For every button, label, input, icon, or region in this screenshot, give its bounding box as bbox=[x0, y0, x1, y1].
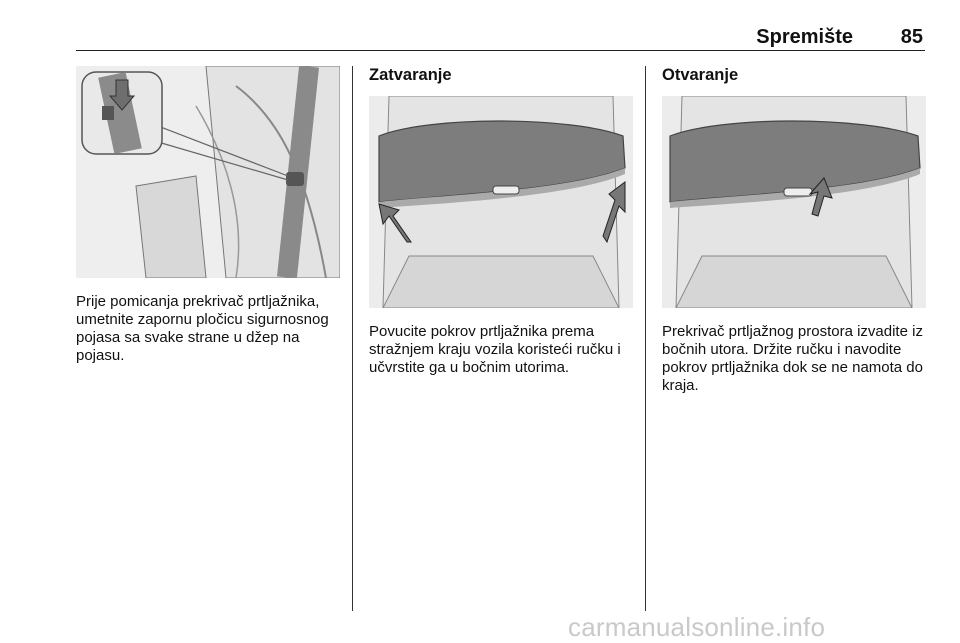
header-divider bbox=[76, 50, 925, 51]
watermark: carmanualsonline.info bbox=[568, 612, 826, 642]
section-title-opening: Otvaranje bbox=[662, 66, 739, 84]
cover-opening-illustration bbox=[662, 96, 926, 308]
page-title: Spremište bbox=[756, 26, 853, 48]
cover-closing-illustration bbox=[369, 96, 633, 308]
page-header bbox=[76, 26, 925, 48]
column-divider bbox=[352, 66, 353, 611]
opening-instruction: Prekrivač prtljažnog prostora izvadite iz bočnih utora. Držite ručku i navodite pokrov prtljažnika dok se ne namota do kraja. bbox=[662, 323, 923, 394]
seatbelt-instruction: Prije pomicanja prekrivač prtljažnika, umetnite zapornu pločicu sigurnosnog pojasa sa svake strane u džep na pojasu. bbox=[76, 293, 329, 364]
section-title-closing: Zatvaranje bbox=[369, 66, 452, 84]
column-divider bbox=[645, 66, 646, 611]
closing-instruction: Povucite pokrov prtljažnika prema stražnjem kraju vozila koristeći ručku i učvrstite ga u bočnim utorima. bbox=[369, 323, 621, 376]
seatbelt-illustration bbox=[76, 66, 340, 278]
page-number: 85 bbox=[900, 26, 923, 48]
